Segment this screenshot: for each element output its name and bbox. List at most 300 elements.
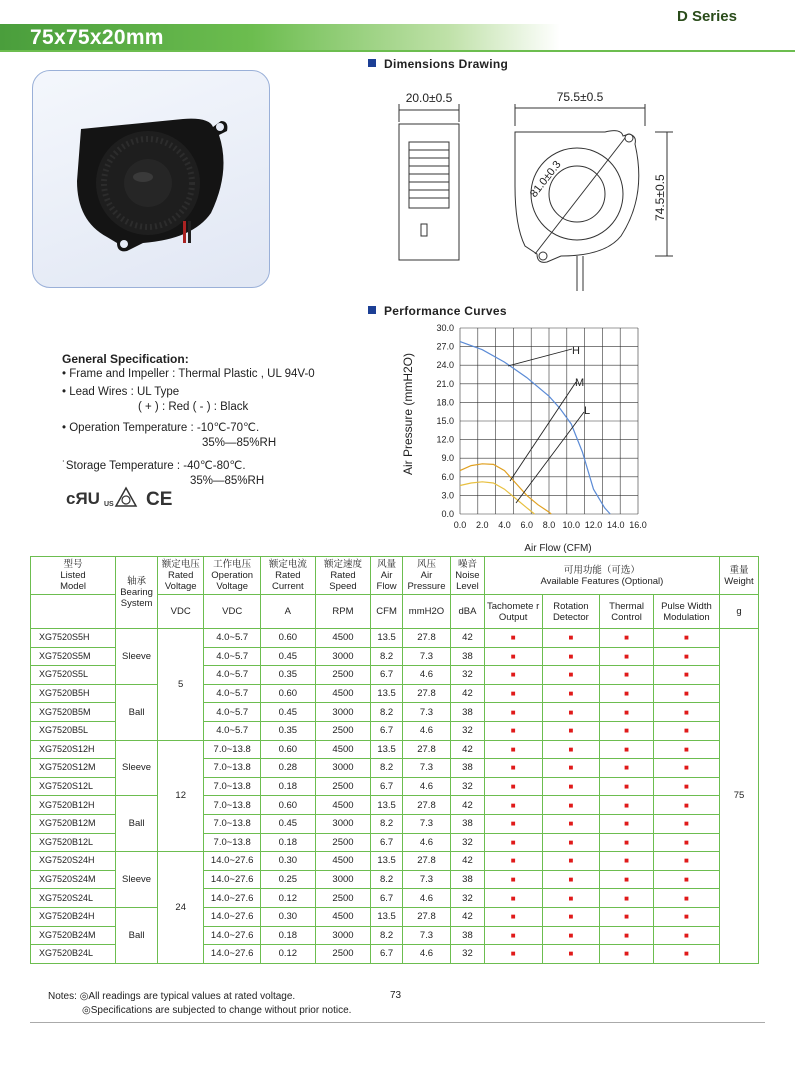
product-photo — [32, 70, 270, 288]
feature-mark-icon: ■ — [653, 833, 719, 852]
bullet-square-icon — [368, 59, 376, 67]
cell-pressure: 7.3 — [402, 647, 450, 666]
series-line-h — [460, 342, 610, 514]
feature-mark-icon: ■ — [600, 814, 654, 833]
cell-airflow: 8.2 — [371, 703, 403, 722]
y-tick-label: 12.0 — [436, 434, 454, 445]
cell-pressure: 4.6 — [402, 721, 450, 740]
cell-bearing: Ball — [116, 796, 158, 852]
col-weight: 重量 Weight — [720, 557, 759, 595]
col-current: 额定电流 Rated Current — [261, 557, 316, 595]
cell-noise: 42 — [451, 796, 485, 815]
feature-mark-icon: ■ — [653, 684, 719, 703]
feature-mark-icon: ■ — [542, 796, 600, 815]
cell-operation-voltage: 7.0~13.8 — [204, 740, 261, 759]
cell-operation-voltage: 4.0~5.7 — [204, 721, 261, 740]
svg-text:US: US — [104, 501, 114, 508]
feature-mark-icon: ■ — [653, 759, 719, 778]
cell-noise: 38 — [451, 814, 485, 833]
cell-model: XG7520S24M — [31, 870, 116, 889]
feature-mark-icon: ■ — [600, 833, 654, 852]
feature-mark-icon: ■ — [484, 852, 542, 871]
cell-speed: 3000 — [315, 814, 371, 833]
feature-mark-icon: ■ — [600, 703, 654, 722]
table-row — [31, 796, 759, 815]
col-noise: 噪音 Noise Level — [451, 557, 485, 595]
label-h: H — [572, 345, 580, 357]
header-row — [31, 557, 759, 595]
feature-mark-icon: ■ — [653, 852, 719, 871]
cell-current: 0.18 — [261, 833, 316, 852]
y-tick-label: 18.0 — [436, 397, 454, 408]
feature-mark-icon: ■ — [653, 703, 719, 722]
cell-noise: 38 — [451, 759, 485, 778]
cell-speed: 2500 — [315, 945, 371, 964]
cell-noise: 38 — [451, 703, 485, 722]
y-tick-label: 24.0 — [436, 360, 454, 371]
y-axis-label: Air Pressure (mmH2O) — [401, 352, 415, 476]
cell-model: XG7520B24H — [31, 907, 116, 926]
cell-weight: 75 — [720, 629, 759, 964]
svg-text:CE: CE — [146, 489, 173, 510]
cell-airflow: 13.5 — [371, 852, 403, 871]
feature-mark-icon: ■ — [484, 796, 542, 815]
cell-operation-voltage: 14.0~27.6 — [204, 870, 261, 889]
cell-airflow: 8.2 — [371, 759, 403, 778]
col-rated-voltage: 额定电压 Rated Voltage — [158, 557, 204, 595]
cell-speed: 2500 — [315, 777, 371, 796]
feature-mark-icon: ■ — [600, 629, 654, 648]
notes — [48, 990, 351, 1018]
unit-current: A — [261, 595, 316, 629]
cell-pressure: 27.8 — [402, 740, 450, 759]
table-row — [31, 684, 759, 703]
cell-airflow: 13.5 — [371, 629, 403, 648]
height-dimension: 74.5±0.5 — [653, 174, 667, 221]
cell-noise: 38 — [451, 870, 485, 889]
cell-current: 0.30 — [261, 907, 316, 926]
feature-mark-icon: ■ — [542, 814, 600, 833]
cell-model: XG7520S24H — [31, 852, 116, 871]
x-tick-label: 8.0 — [542, 520, 556, 530]
cell-rated-voltage: 12 — [158, 740, 204, 852]
cell-model: XG7520S5H — [31, 629, 116, 648]
spec-operation-humidity: 35%—85%RH — [202, 437, 277, 449]
cell-speed: 3000 — [315, 759, 371, 778]
cell-noise: 32 — [451, 666, 485, 685]
footer-rule — [30, 1022, 765, 1023]
cell-operation-voltage: 14.0~27.6 — [204, 926, 261, 945]
feature-mark-icon: ■ — [600, 759, 654, 778]
cell-noise: 32 — [451, 721, 485, 740]
spec-storage-temp: ˙Storage Temperature : -40℃-80℃. — [62, 460, 246, 472]
cell-pressure: 7.3 — [402, 926, 450, 945]
feature-mark-icon: ■ — [600, 666, 654, 685]
cell-operation-voltage: 14.0~27.6 — [204, 852, 261, 871]
feature-mark-icon: ■ — [600, 647, 654, 666]
spec-lead-wires: • Lead Wires : UL Type — [62, 386, 180, 398]
cell-pressure: 27.8 — [402, 852, 450, 871]
cell-speed: 2500 — [315, 833, 371, 852]
feature-mark-icon: ■ — [653, 647, 719, 666]
cell-operation-voltage: 14.0~27.6 — [204, 907, 261, 926]
unit-operation-voltage: VDC — [204, 595, 261, 629]
y-tick-label: 21.0 — [436, 378, 454, 389]
cell-model: XG7520B12L — [31, 833, 116, 852]
col-bearing: 轴承 Bearing System — [116, 557, 158, 629]
y-tick-label: 9.0 — [441, 453, 454, 464]
cell-operation-voltage: 4.0~5.7 — [204, 684, 261, 703]
performance-chart — [398, 316, 660, 556]
cell-model: XG7520B5H — [31, 684, 116, 703]
cell-operation-voltage: 4.0~5.7 — [204, 703, 261, 722]
cell-bearing: Sleeve — [116, 852, 158, 908]
cell-noise: 42 — [451, 684, 485, 703]
feature-mark-icon: ■ — [653, 814, 719, 833]
cell-noise: 42 — [451, 740, 485, 759]
feature-mark-icon: ■ — [484, 945, 542, 964]
cell-current: 0.60 — [261, 684, 316, 703]
cell-current: 0.60 — [261, 740, 316, 759]
cell-pressure: 27.8 — [402, 629, 450, 648]
cell-speed: 4500 — [315, 740, 371, 759]
svg-text:cЯU: cЯU — [66, 489, 100, 508]
cell-rated-voltage: 5 — [158, 629, 204, 741]
cell-speed: 3000 — [315, 926, 371, 945]
cell-airflow: 13.5 — [371, 796, 403, 815]
feature-mark-icon: ■ — [653, 907, 719, 926]
note-1: ◎All readings are typical values at rated voltage. — [79, 991, 296, 1002]
label-m: M — [575, 377, 585, 389]
feature-tachometer: Tachomete r Output — [484, 595, 542, 629]
unit-rated-voltage: VDC — [158, 595, 204, 629]
x-tick-label: 6.0 — [520, 520, 534, 530]
spec-frame: • Frame and Impeller : Thermal Plastic , UL 94V-0 — [62, 368, 315, 380]
feature-mark-icon: ■ — [484, 814, 542, 833]
cell-pressure: 7.3 — [402, 870, 450, 889]
spec-storage-humidity: 35%—85%RH — [190, 475, 265, 487]
feature-mark-icon: ■ — [484, 629, 542, 648]
x-tick-label: 12.0 — [584, 520, 603, 530]
cell-model: XG7520B24M — [31, 926, 116, 945]
cell-operation-voltage: 7.0~13.8 — [204, 796, 261, 815]
table-row — [31, 740, 759, 759]
feature-mark-icon: ■ — [600, 721, 654, 740]
col-operation-voltage: 工作电压 Operation Voltage — [204, 557, 261, 595]
cell-model: XG7520B12M — [31, 814, 116, 833]
cell-current: 0.25 — [261, 870, 316, 889]
feature-mark-icon: ■ — [542, 870, 600, 889]
col-model: 型号 Listed Model — [31, 557, 116, 595]
feature-mark-icon: ■ — [653, 740, 719, 759]
cell-speed: 4500 — [315, 629, 371, 648]
cell-speed: 2500 — [315, 666, 371, 685]
title-underline — [0, 50, 795, 52]
y-tick-labels — [436, 323, 454, 519]
cell-airflow: 8.2 — [371, 870, 403, 889]
feature-mark-icon: ■ — [484, 684, 542, 703]
cell-operation-voltage: 7.0~13.8 — [204, 814, 261, 833]
feature-mark-icon: ■ — [542, 703, 600, 722]
feature-mark-icon: ■ — [653, 870, 719, 889]
cell-speed: 4500 — [315, 796, 371, 815]
cell-model: XG7520S5M — [31, 647, 116, 666]
feature-mark-icon: ■ — [542, 833, 600, 852]
unit-airflow: CFM — [371, 595, 403, 629]
feature-mark-icon: ■ — [600, 796, 654, 815]
cell-current: 0.30 — [261, 852, 316, 871]
cell-bearing: Ball — [116, 907, 158, 963]
feature-mark-icon: ■ — [542, 926, 600, 945]
y-tick-label: 0.0 — [441, 509, 454, 519]
feature-rotation: Rotation Detector — [542, 595, 600, 629]
notes-label: Notes: — [48, 991, 77, 1002]
feature-mark-icon: ■ — [600, 777, 654, 796]
cell-model: XG7520B5L — [31, 721, 116, 740]
feature-mark-icon: ■ — [600, 945, 654, 964]
spec-table — [30, 556, 759, 964]
feature-mark-icon: ■ — [653, 777, 719, 796]
performance-heading: Performance Curves — [368, 304, 507, 318]
cell-model: XG7520S24L — [31, 889, 116, 908]
feature-mark-icon: ■ — [542, 647, 600, 666]
y-tick-label: 3.0 — [441, 490, 454, 501]
cell-airflow: 6.7 — [371, 889, 403, 908]
feature-mark-icon: ■ — [542, 945, 600, 964]
feature-mark-icon: ■ — [484, 926, 542, 945]
ul-ce-logo-icon — [66, 484, 186, 510]
feature-mark-icon: ■ — [484, 647, 542, 666]
cell-pressure: 27.8 — [402, 796, 450, 815]
feature-mark-icon: ■ — [484, 833, 542, 852]
cell-bearing: Sleeve — [116, 629, 158, 685]
blower-fan-image — [33, 71, 271, 289]
cell-airflow: 13.5 — [371, 907, 403, 926]
cell-pressure: 4.6 — [402, 777, 450, 796]
feature-mark-icon: ■ — [542, 889, 600, 908]
cell-operation-voltage: 7.0~13.8 — [204, 833, 261, 852]
feature-mark-icon: ■ — [600, 740, 654, 759]
feature-mark-icon: ■ — [600, 907, 654, 926]
cell-speed: 3000 — [315, 647, 371, 666]
series-line-l — [460, 482, 535, 514]
cell-speed: 4500 — [315, 907, 371, 926]
cell-model: XG7520S12M — [31, 759, 116, 778]
certification-marks — [66, 484, 186, 515]
table-row — [31, 852, 759, 871]
spec-table-body — [31, 629, 759, 964]
unit-pressure: mmH2O — [402, 595, 450, 629]
feature-mark-icon: ■ — [653, 926, 719, 945]
feature-mark-icon: ■ — [600, 926, 654, 945]
label-l: L — [584, 405, 591, 417]
x-tick-label: 16.0 — [629, 520, 647, 530]
feature-mark-icon: ■ — [653, 629, 719, 648]
col-features: 可用功能（可选） Available Features (Optional) — [484, 557, 719, 595]
cell-current: 0.45 — [261, 703, 316, 722]
feature-mark-icon: ■ — [600, 870, 654, 889]
cell-speed: 2500 — [315, 721, 371, 740]
table-row — [31, 629, 759, 648]
spec-operation-temp: • Operation Temperature : -10℃-70℃. — [62, 422, 260, 434]
y-tick-label: 15.0 — [436, 416, 454, 426]
feature-mark-icon: ■ — [484, 870, 542, 889]
dimensions-drawing — [385, 86, 680, 306]
x-tick-label: 2.0 — [475, 520, 489, 530]
cell-model: XG7520B24L — [31, 945, 116, 964]
cell-airflow: 6.7 — [371, 777, 403, 796]
bullet-square-icon — [368, 306, 376, 314]
cell-pressure: 4.6 — [402, 666, 450, 685]
cell-operation-voltage: 4.0~5.7 — [204, 647, 261, 666]
cell-noise: 32 — [451, 945, 485, 964]
cell-current: 0.28 — [261, 759, 316, 778]
feature-mark-icon: ■ — [653, 796, 719, 815]
feature-mark-icon: ■ — [542, 666, 600, 685]
page-title: 75x75x20mm — [30, 26, 164, 49]
chart-grid — [460, 328, 638, 514]
cell-bearing: Ball — [116, 684, 158, 740]
thickness-dimension: 20.0±0.5 — [405, 91, 453, 105]
cell-model: XG7520S5L — [31, 666, 116, 685]
cell-pressure: 7.3 — [402, 703, 450, 722]
x-tick-label: 14.0 — [606, 520, 625, 530]
y-tick-label: 6.0 — [441, 471, 454, 482]
cell-noise: 32 — [451, 777, 485, 796]
cell-airflow: 8.2 — [371, 647, 403, 666]
x-tick-label: 4.0 — [498, 520, 511, 530]
cell-airflow: 8.2 — [371, 926, 403, 945]
cell-model: XG7520B5M — [31, 703, 116, 722]
cell-pressure: 4.6 — [402, 833, 450, 852]
cell-operation-voltage: 4.0~5.7 — [204, 629, 261, 648]
feature-mark-icon: ■ — [484, 777, 542, 796]
cell-current: 0.35 — [261, 721, 316, 740]
cell-speed: 3000 — [315, 703, 371, 722]
cell-airflow: 13.5 — [371, 740, 403, 759]
cell-bearing: Sleeve — [116, 740, 158, 796]
note-2: ◎Specifications are subjected to change without prior notice. — [82, 1005, 352, 1016]
feature-mark-icon: ■ — [542, 777, 600, 796]
cell-current: 0.45 — [261, 814, 316, 833]
feature-mark-icon: ■ — [600, 852, 654, 871]
feature-mark-icon: ■ — [542, 721, 600, 740]
feature-thermal: Thermal Control — [600, 595, 654, 629]
feature-mark-icon: ■ — [542, 684, 600, 703]
feature-mark-icon: ■ — [542, 629, 600, 648]
spec-heading: General Specification: — [62, 352, 189, 366]
series-line-m — [460, 464, 551, 514]
y-tick-label: 30.0 — [436, 323, 454, 333]
cell-noise: 42 — [451, 907, 485, 926]
cell-noise: 42 — [451, 629, 485, 648]
feature-mark-icon: ■ — [484, 740, 542, 759]
x-axis-label: Air Flow (CFM) — [524, 543, 592, 554]
cell-airflow: 6.7 — [371, 945, 403, 964]
cell-current: 0.45 — [261, 647, 316, 666]
cell-pressure: 4.6 — [402, 945, 450, 964]
cell-airflow: 6.7 — [371, 721, 403, 740]
cell-airflow: 13.5 — [371, 684, 403, 703]
unit-speed: RPM — [315, 595, 371, 629]
cell-current: 0.60 — [261, 629, 316, 648]
unit-weight: g — [720, 595, 759, 629]
cell-model: XG7520B12H — [31, 796, 116, 815]
cell-speed: 3000 — [315, 870, 371, 889]
feature-mark-icon: ■ — [484, 759, 542, 778]
cell-pressure: 4.6 — [402, 889, 450, 908]
cell-current: 0.18 — [261, 777, 316, 796]
cell-speed: 4500 — [315, 684, 371, 703]
feature-mark-icon: ■ — [600, 889, 654, 908]
cell-operation-voltage: 7.0~13.8 — [204, 759, 261, 778]
feature-mark-icon: ■ — [484, 889, 542, 908]
cell-noise: 38 — [451, 647, 485, 666]
feature-mark-icon: ■ — [653, 666, 719, 685]
series-label: D Series — [676, 8, 737, 25]
width-dimension: 75.5±0.5 — [556, 90, 604, 104]
chart-series — [460, 342, 610, 514]
page-number: 73 — [390, 990, 402, 1001]
cell-speed: 2500 — [315, 889, 371, 908]
col-pressure: 风压 Air Pressure — [402, 557, 450, 595]
diagonal-dimension: 81.0±0.3 — [527, 158, 564, 200]
unit-model-blank — [31, 595, 116, 629]
feature-mark-icon: ■ — [542, 740, 600, 759]
general-specification — [62, 352, 392, 489]
spec-lead-colors: ( + ) : Red ( - ) : Black — [138, 401, 249, 413]
feature-mark-icon: ■ — [542, 759, 600, 778]
x-tick-label: 10.0 — [562, 520, 581, 530]
cell-pressure: 7.3 — [402, 814, 450, 833]
cell-operation-voltage: 4.0~5.7 — [204, 666, 261, 685]
table-row — [31, 907, 759, 926]
cell-model: XG7520S12L — [31, 777, 116, 796]
cell-operation-voltage: 14.0~27.6 — [204, 945, 261, 964]
col-airflow: 风量 Air Flow — [371, 557, 403, 595]
feature-mark-icon: ■ — [484, 721, 542, 740]
feature-mark-icon: ■ — [542, 907, 600, 926]
cell-pressure: 7.3 — [402, 759, 450, 778]
cell-current: 0.35 — [261, 666, 316, 685]
feature-pwm: Pulse Width Modulation — [653, 595, 719, 629]
feature-mark-icon: ■ — [484, 666, 542, 685]
cell-airflow: 6.7 — [371, 833, 403, 852]
cell-pressure: 27.8 — [402, 907, 450, 926]
cell-model: XG7520S12H — [31, 740, 116, 759]
feature-mark-icon: ■ — [653, 889, 719, 908]
y-tick-label: 27.0 — [436, 341, 454, 352]
cell-noise: 32 — [451, 833, 485, 852]
feature-mark-icon: ■ — [653, 721, 719, 740]
cell-airflow: 8.2 — [371, 814, 403, 833]
cell-noise: 42 — [451, 852, 485, 871]
unit-noise: dBA — [451, 595, 485, 629]
cell-current: 0.12 — [261, 945, 316, 964]
cell-current: 0.12 — [261, 889, 316, 908]
cell-operation-voltage: 14.0~27.6 — [204, 889, 261, 908]
feature-mark-icon: ■ — [484, 907, 542, 926]
cell-operation-voltage: 7.0~13.8 — [204, 777, 261, 796]
cell-noise: 32 — [451, 889, 485, 908]
feature-mark-icon: ■ — [542, 852, 600, 871]
dimensions-heading: Dimensions Drawing — [368, 57, 508, 71]
cell-speed: 4500 — [315, 852, 371, 871]
cell-airflow: 6.7 — [371, 666, 403, 685]
cell-current: 0.18 — [261, 926, 316, 945]
feature-mark-icon: ■ — [484, 703, 542, 722]
feature-mark-icon: ■ — [653, 945, 719, 964]
